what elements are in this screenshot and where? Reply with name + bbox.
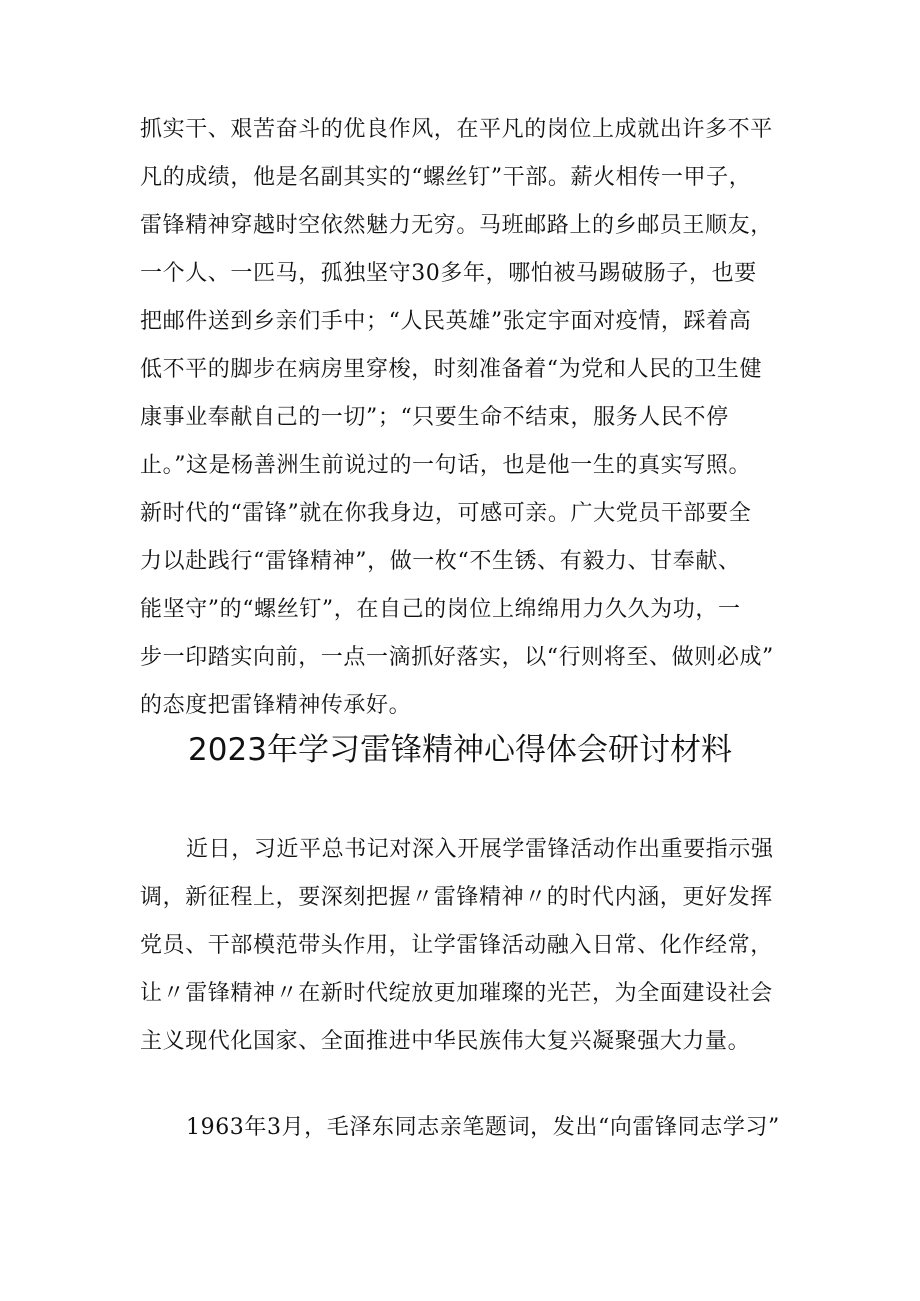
paragraph-line: 低不平的脚步在病房里穿梭，时刻准备着“为党和人民的卫生健	[140, 357, 763, 382]
paragraph-line: 近日，习近平总书记对深入开展学雷锋活动作出重要指示强	[186, 837, 774, 862]
paragraph-line: 康事业奉献自己的一切”；“只要生命不结束，服务人民不停	[140, 405, 729, 430]
paragraph-line: 一个人、一匹马，孤独坚守30多年，哪怕被马踢破肠子，也要	[140, 261, 757, 286]
paragraph-line: 步一印踏实向前，一点一滴抓好落实，以“行则将至、做则必成”	[140, 645, 774, 670]
paragraph-line: 止。”这是杨善洲生前说过的一句话，也是他一生的真实写照。	[140, 453, 752, 478]
document-title: 2023年学习雷锋精神心得体会研讨材料	[188, 732, 732, 768]
paragraph-line: 党员、干部模范带头作用，让学雷锋活动融入日常、化作经常，	[140, 933, 773, 958]
paragraph-line: 主义现代化国家、全面推进中华民族伟大复兴凝聚强大力量。	[140, 1029, 751, 1054]
paragraph-line: 调，新征程上，要深刻把握〃雷锋精神〃的时代内涵，更好发挥	[140, 885, 773, 910]
paragraph-line: 凡的成绩，他是名副其实的“螺丝钉”干部。薪火相传一甲子，	[140, 165, 752, 190]
paragraph-line: 能坚守”的“螺丝钉”，在自己的岗位上绵绵用力久久为功，一	[140, 597, 741, 622]
paragraph-line: 新时代的“雷锋”就在你我身边，可感可亲。广大党员干部要全	[140, 501, 752, 526]
paragraph-line: 1963年3月，毛泽东同志亲笔题词，发出“向雷锋同志学习”	[186, 1115, 780, 1140]
paragraph-line: 的态度把雷锋精神传承好。	[140, 693, 412, 718]
paragraph-line: 抓实干、艰苦奋斗的优良作风，在平凡的岗位上成就出许多不平	[140, 117, 773, 142]
paragraph-line: 力以赴践行“雷锋精神”，做一枚“不生锈、有毅力、甘奉献、	[140, 549, 741, 574]
paragraph-line: 把邮件送到乡亲们手中；“人民英雄”张定宇面对疫情，踩着高	[140, 309, 752, 334]
paragraph-line: 让〃雷锋精神〃在新时代绽放更加璀璨的光芒，为全面建设社会	[140, 981, 773, 1006]
paragraph-line: 雷锋精神穿越时空依然魅力无穷。马班邮路上的乡邮员王顺友，	[140, 213, 773, 238]
